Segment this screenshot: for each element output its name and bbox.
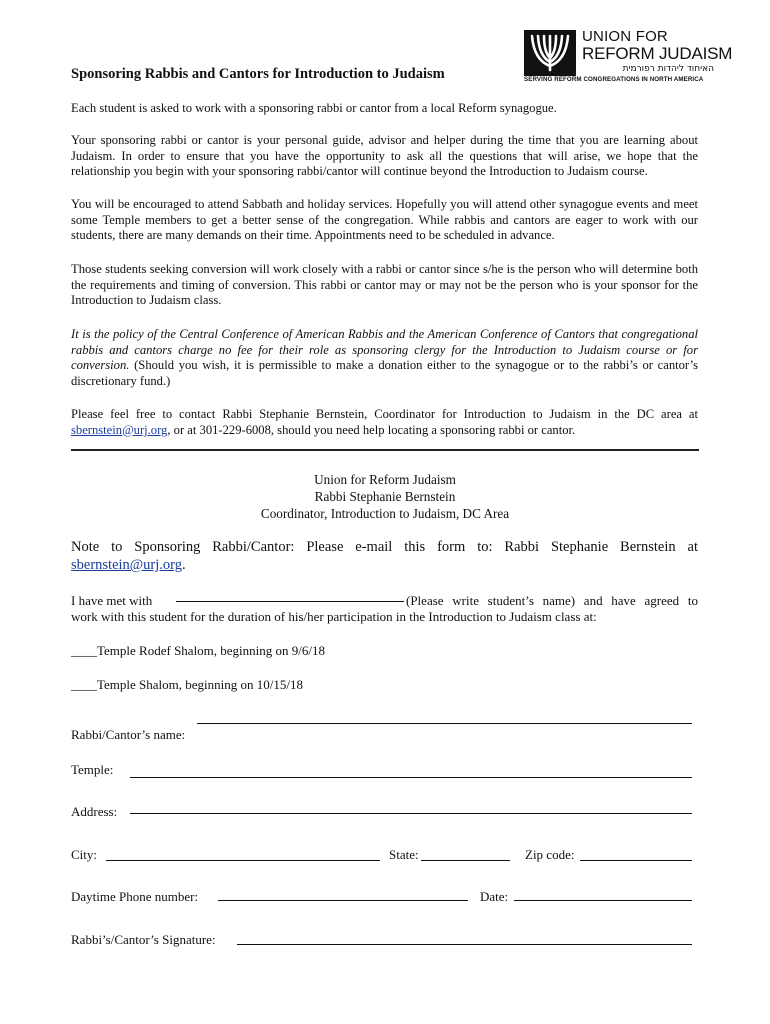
city-label: City:	[71, 847, 98, 862]
paragraph-intro: Each student is asked to work with a sponsoring rabbi or cantor from a local Reform synagogue.	[71, 101, 557, 115]
address-field[interactable]	[130, 813, 692, 814]
paragraph-sponsor-role: Your sponsoring rabbi or cantor is your personal guide, advisor and helper during the time that you are learning about Judaism. In order to ensure that you have the opportunity to ask all the questions that will arise, we hope that the relationship you begin with your sponsoring rabbi/cantor will continue beyond the Introduction to Judaism course.	[71, 133, 698, 179]
fee-policy-donation: (Should you wish, it is permissible to make a donation either to the synagogue or to the rabbi’s or cantor’s discretionary fund.)	[71, 358, 698, 388]
date-label: Date:	[480, 889, 509, 904]
logo-line-reform-judaism: REFORM JUDAISM	[582, 44, 733, 63]
address-label: Address:	[71, 804, 118, 819]
signature-label: Rabbi’s/Cantor’s Signature:	[71, 932, 216, 947]
contact-name: Rabbi Stephanie Bernstein	[314, 489, 456, 504]
zip-field[interactable]	[580, 860, 692, 861]
temple-field[interactable]	[130, 777, 692, 778]
logo-tagline: SERVING REFORM CONGREGATIONS IN NORTH AMERICA	[524, 76, 704, 83]
logo-hebrew-text: האיחוד ליהדות רפורמית	[622, 64, 714, 74]
logo-line-union-for: UNION FOR	[582, 28, 668, 45]
note-text: Note to Sponsoring Rabbi/Cantor: Please e-mail this form to: Rabbi Stephanie Bernstein at	[71, 539, 698, 555]
contact-title: Coordinator, Introduction to Judaism, DC Area	[260, 506, 510, 521]
menorah-icon	[524, 30, 576, 76]
contact-text: Please feel free to contact Rabbi Stephanie Bernstein, Coordinator for Introduction to Judaism in the DC area at	[71, 407, 698, 421]
rabbi-name-field[interactable]	[197, 723, 692, 724]
option-temple-rodef-shalom[interactable]: ____Temple Rodef Shalom, beginning on 9/6/18	[71, 643, 326, 658]
fee-policy-italic: It is the policy of the Central Conference of American Rabbis and the American Conference of Cantors that congregational rabbis and cantors charge no fee for their role as sponsoring clergy for the Introduction to Judaism course or for conversion.	[71, 327, 698, 373]
date-field[interactable]	[514, 900, 692, 901]
temple-label: Temple:	[71, 762, 114, 777]
paragraph-contact	[71, 407, 698, 438]
state-field[interactable]	[421, 860, 510, 861]
met-with-label: I have met with	[71, 593, 153, 608]
zip-label: Zip code:	[525, 847, 575, 862]
met-with-instructions: (Please write student’s name) and have agreed to	[406, 593, 698, 608]
contact-email-link[interactable]: sbernstein@urj.org	[71, 422, 168, 437]
option-temple-shalom[interactable]: ____Temple Shalom, beginning on 10/15/18	[71, 677, 303, 692]
paragraph-services: You will be encouraged to attend Sabbath and holiday services. Hopefully you will attend other synagogue events and meet some Temple members to get a better sense of the congregation. While rabbis and cantors are eager to work with our students, there are many demands on their time. Appointments need to be scheduled in advance.	[71, 197, 698, 243]
student-name-field[interactable]	[176, 601, 404, 602]
paragraph-conversion: Those students seeking conversion will work closely with a rabbi or cantor since s/he is the person who will determine both the requirements and timing of conversion. This rabbi or cantor may or may not be the person who is your sponsor for the Introduction to Judaism class.	[71, 262, 698, 308]
note-to-sponsor	[71, 538, 698, 574]
urj-logo	[524, 28, 733, 86]
section-divider	[71, 449, 699, 451]
document-title: Sponsoring Rabbis and Cantors for Introduction to Judaism	[71, 66, 445, 82]
rabbi-name-label: Rabbi/Cantor’s name:	[71, 727, 186, 742]
note-email-link[interactable]: sbernstein@urj.org	[71, 557, 182, 573]
state-label: State:	[389, 847, 419, 862]
contact-phone-text: , or at 301-229-6008, should you need help locating a sponsoring rabbi or cantor.	[167, 422, 576, 437]
city-field[interactable]	[106, 860, 380, 861]
contact-org: Union for Reform Judaism	[314, 472, 456, 487]
paragraph-fee-policy	[71, 327, 698, 389]
note-end: .	[181, 557, 186, 573]
met-with-continuation: work with this student for the duration of his/her participation in the Introduction to Judaism class at:	[71, 609, 597, 624]
signature-field[interactable]	[237, 944, 692, 945]
phone-field[interactable]	[218, 900, 468, 901]
phone-label: Daytime Phone number:	[71, 889, 199, 904]
